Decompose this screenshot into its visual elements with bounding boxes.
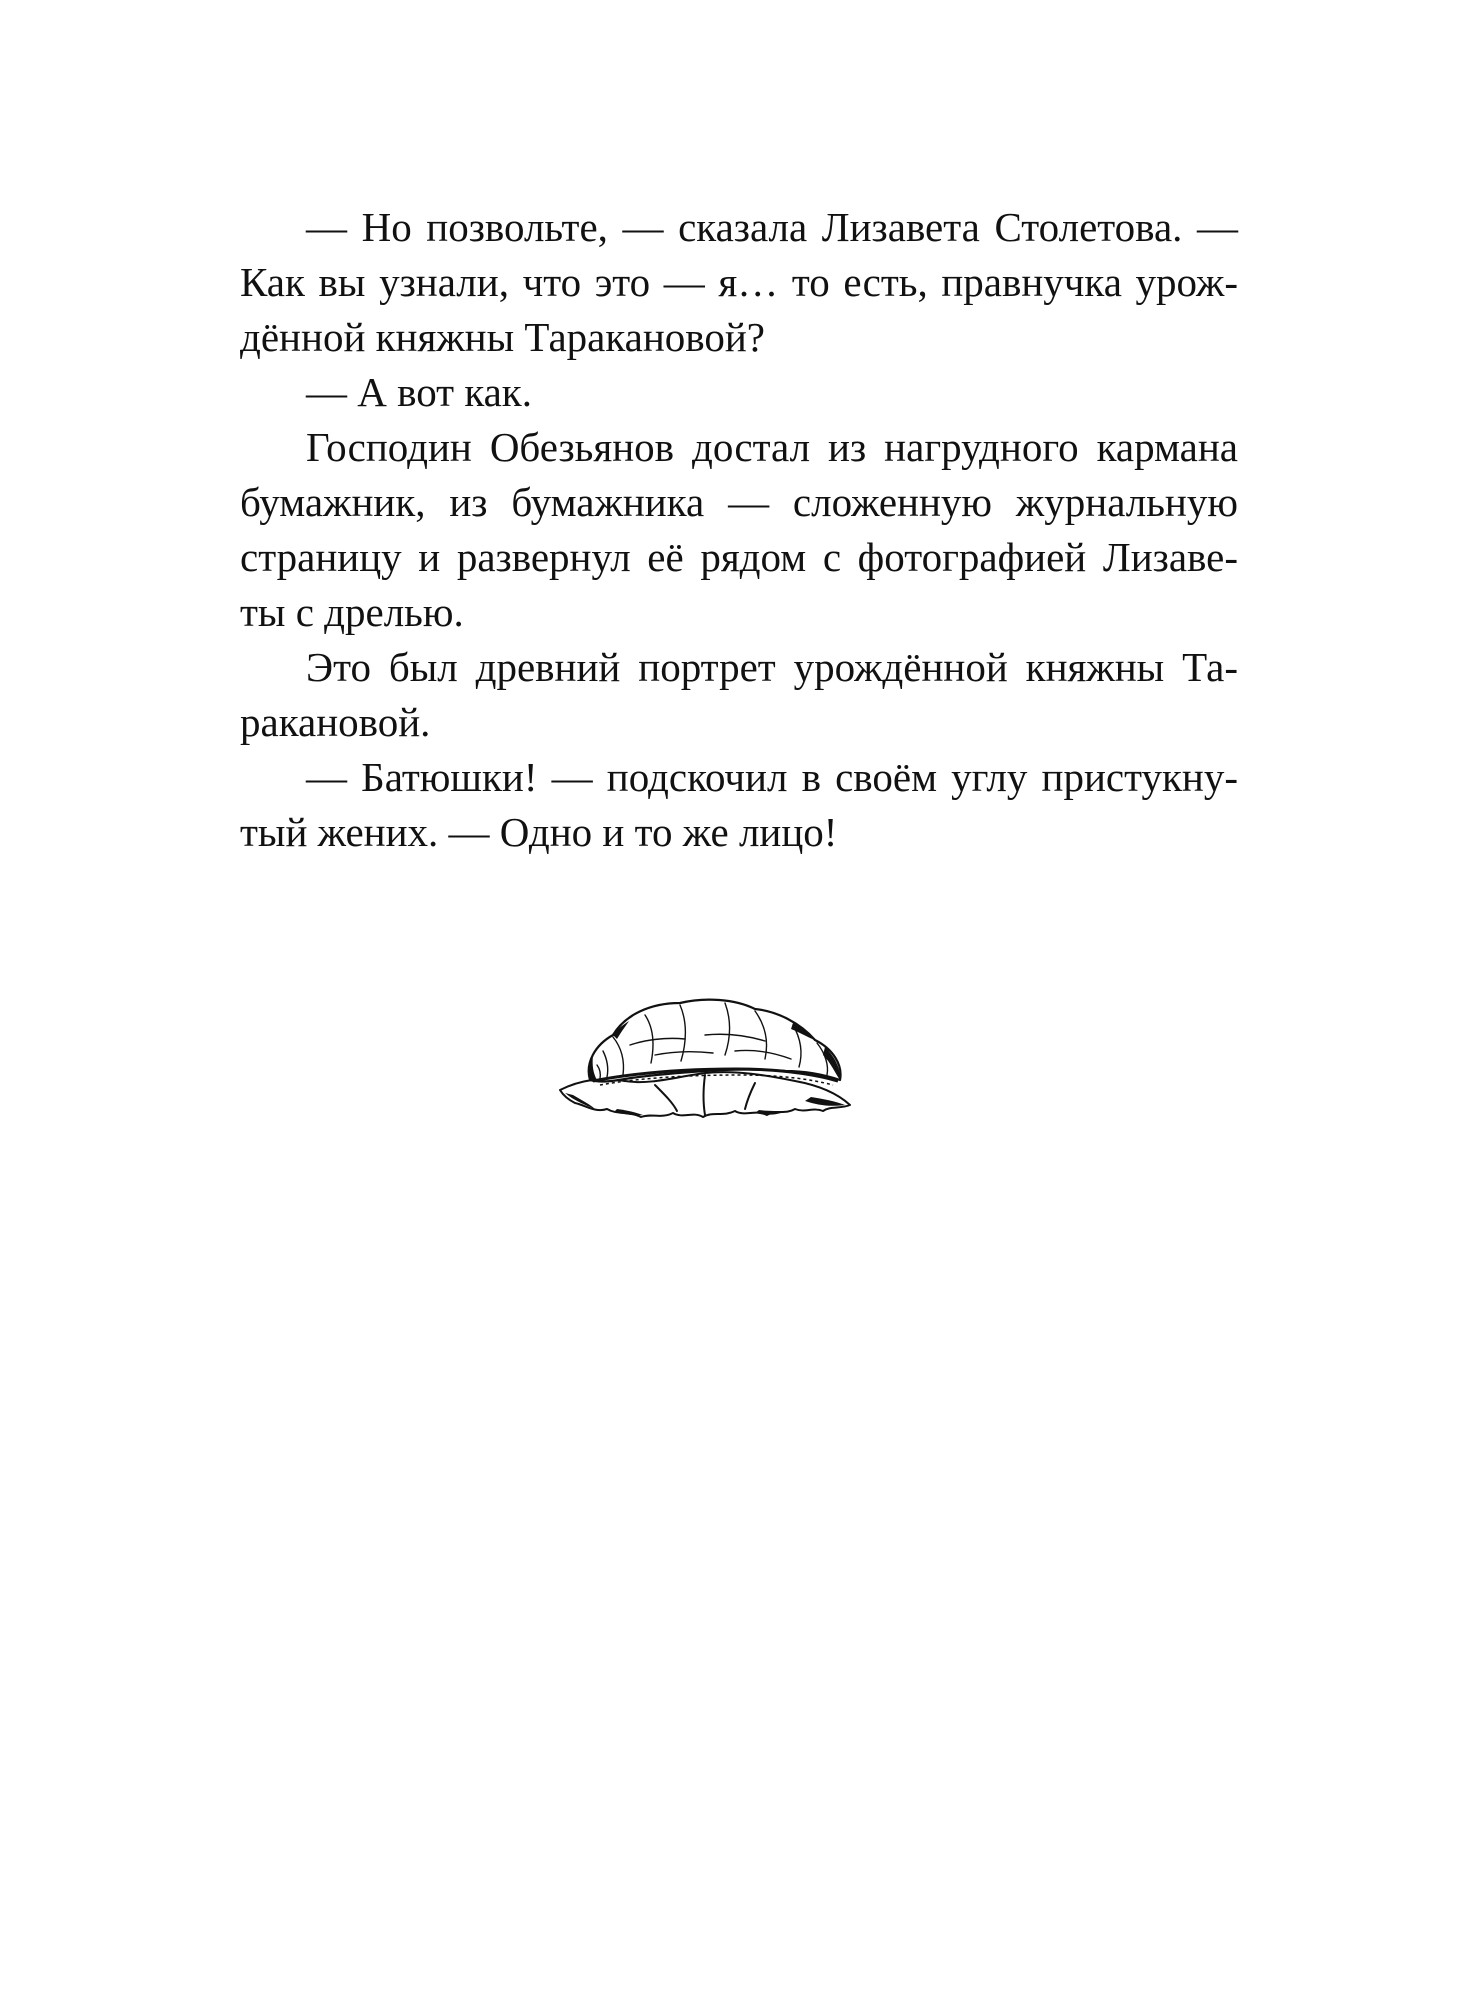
text-line: дённой княжны Таракановой? bbox=[240, 314, 765, 360]
text-line: — Но позвольте, — сказала Лизавета Столетова. — bbox=[306, 204, 1238, 250]
paragraph-1 bbox=[240, 200, 1238, 365]
text-line: — А вот как. bbox=[306, 369, 532, 415]
paragraph-4 bbox=[240, 640, 1238, 750]
body-text bbox=[240, 200, 1238, 860]
text-line: ракановой. bbox=[240, 699, 431, 745]
text-line: ты с дрелью. bbox=[240, 589, 464, 635]
paragraph-5 bbox=[240, 750, 1238, 860]
paragraph-2 bbox=[240, 365, 1238, 420]
paragraph-3 bbox=[240, 420, 1238, 640]
text-line: — Батюшки! — подскочил в своём углу пристукну- bbox=[306, 754, 1238, 800]
text-line: страницу и развернул её рядом с фотографией Лизаве- bbox=[240, 534, 1238, 580]
text-line: Как вы узнали, что это — я… то есть, правнучка урож- bbox=[240, 259, 1238, 305]
text-line: тый жених. — Одно и то же лицо! bbox=[240, 809, 838, 855]
text-line: Это был древний портрет урождённой княжны Та- bbox=[306, 644, 1238, 690]
text-line: бумажник, из бумажника — сложенную журнальную bbox=[240, 479, 1238, 525]
text-line: Господин Обезьянов достал из нагрудного кармана bbox=[306, 424, 1238, 470]
cabbage-vignette-icon bbox=[555, 985, 855, 1135]
